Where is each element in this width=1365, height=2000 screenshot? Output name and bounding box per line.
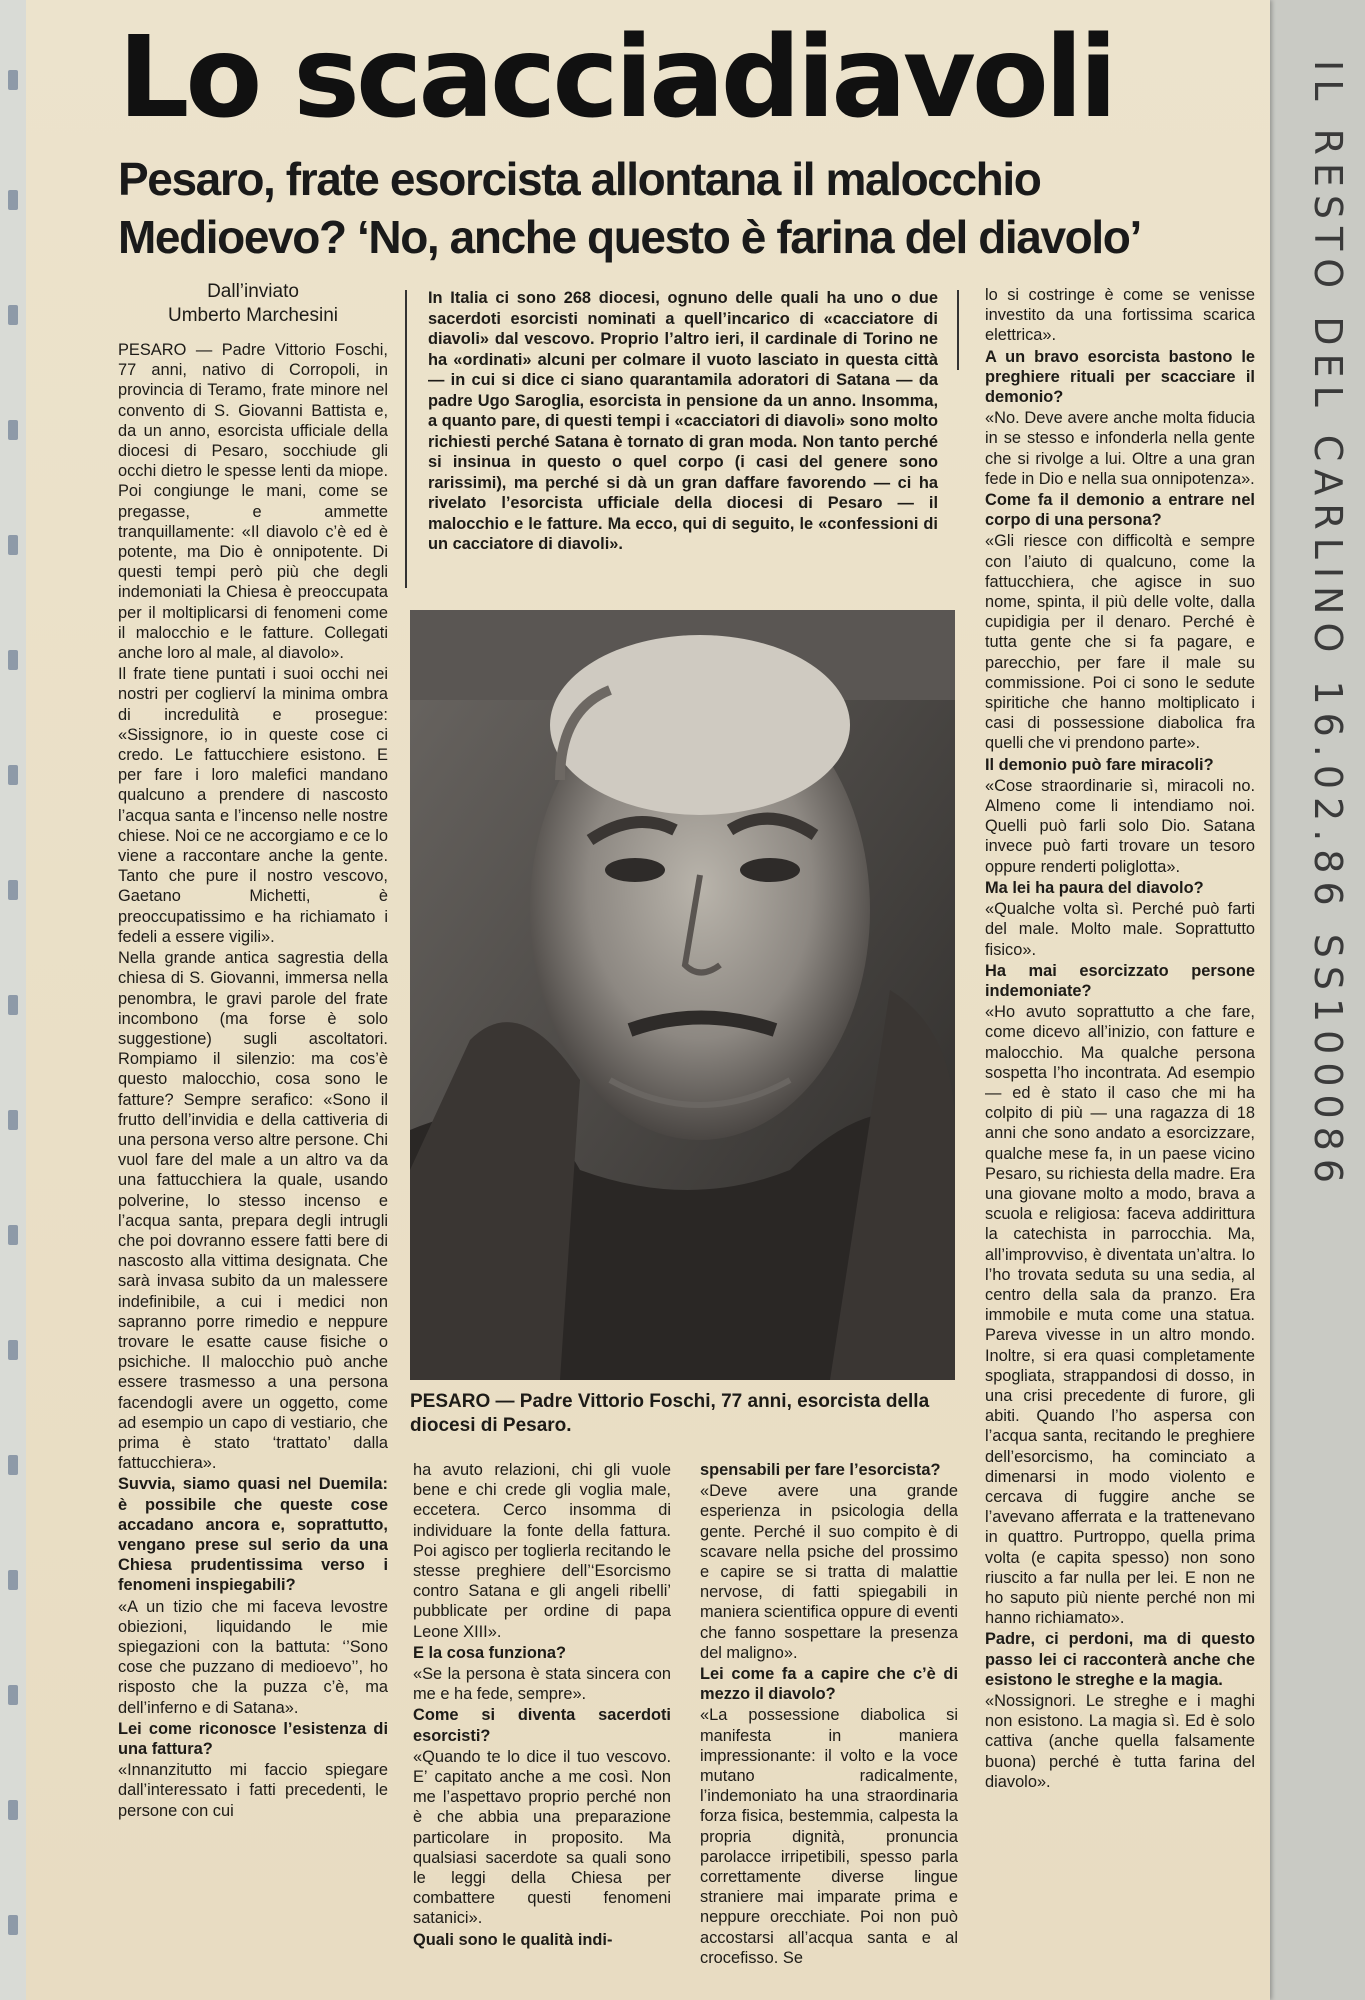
article-paragraph: «Se la persona è stata sincera con me e ha fede, sempre». (413, 1665, 671, 1704)
portrait-photo (410, 610, 955, 1380)
punch-hole (8, 1570, 18, 1590)
punched-margin (0, 0, 26, 2000)
article-paragraph: Il frate tiene puntati i suoi occhi nei nostri per coglierví la minima ombra di incredulità e prosegue: «Sissignore, io in queste cose ci credo. Le fattucchiere esistono. E per fare i loro malefici mandano qualcuno a prendere di nascosto l’acqua santa e l’incenso nelle nostre chiese. Noi ce ne accorgiamo e ce lo viene a raccontare anche la gente. Tanto che pure il nostro vescovo, Gaetano Michetti, è preoccupatissimo e ha richiamato i fedeli a essere vigili». (118, 665, 388, 946)
interview-question: Il demonio può fare miracoli? (985, 755, 1214, 774)
punch-hole (8, 305, 18, 325)
handwritten-archive-note: IL RESTO DEL CARLINO 16.02.86 SS100086 (1306, 60, 1350, 1192)
article-paragraph: ha avuto relazioni, chi gli vuole bene e chi crede gli voglia male, eccetera. Cerco insomma di individuare la fonte della fattura. Poi agisco per toglierla recitando le stesse preghiere dell’‘Esorcismo contro Satana e gli angeli ribelli’ pubblicate per ordine di papa Leone XIII». (413, 1461, 671, 1641)
interview-question: Lei come fa a capire che c’è di mezzo il diavolo? (700, 1665, 958, 1704)
interview-question: Padre, ci perdoni, ma di questo passo lei ci racconterà anche che esistono le streghe e la magia. (985, 1630, 1255, 1689)
punch-hole (8, 650, 18, 670)
article-column-3b (700, 1460, 958, 1995)
article-column-1 (118, 340, 388, 1990)
interview-question: Come fa il demonio a entrare nel corpo di una persona? (985, 491, 1255, 530)
interview-question: Quali sono le qualità indi- (413, 1930, 613, 1949)
punch-hole (8, 1915, 18, 1935)
punch-hole (8, 1110, 18, 1130)
byline-line: Dall’inviato (207, 281, 299, 302)
article-paragraph: lo si costringe è come se venisse investito da una fortissima scarica elettrica». (985, 286, 1255, 345)
portrait-of-friar-image (410, 610, 955, 1380)
column-rule (405, 290, 407, 588)
article-paragraph: «Quando te lo dice il tuo vescovo. E’ capitato anche a me così. Non me l’aspettavo proprio perché non è che abbia una preparazione particolare in proposito. Ma qualsiasi sacerdote sa quali sono le leggi della Chiesa per combattere questi fenomeni satanici». (413, 1747, 671, 1928)
article-paragraph: «Cose straordinarie sì, miracoli no. Almeno come li intendiamo noi. Quelli può farli solo Dio. Satana invece può farti trovare un tesoro oppure renderti poliglotta». (985, 776, 1255, 876)
article-column-3a (413, 1460, 671, 1995)
punch-hole (8, 190, 18, 210)
article-paragraph: «La possessione diabolica si manifesta in maniera impressionante: il volto e la voce mutano radicalmente, l’indemoniato ha una straordinaria forza fisica, bestemmia, calpesta la propria dignità, pronuncia parolacce irripetibili, spesso parla correttamente diverse lingue straniere mai imparate prima e neppure orecchiate. Poi non può accostarsi all’acqua santa e al crocefisso. Se (700, 1706, 958, 1967)
punch-hole (8, 995, 18, 1015)
punch-hole (8, 1225, 18, 1245)
punch-hole (8, 70, 18, 90)
interview-question: E la cosa funziona? (413, 1643, 567, 1662)
article-paragraph: «Qualche volta sì. Perché può farti del male. Molto male. Soprattutto fisico». (985, 900, 1255, 959)
interview-question: Suvvia, siamo quasi nel Duemila: è possibile che queste cose accadano ancora e, soprattutto, vengano prese sul serio da una Chiesa prudentissima verso i fenomeni inspiegabili? (118, 1475, 388, 1595)
article-paragraph: «Gli riesce con difficoltà e sempre con l’aiuto di qualcuno, come la fattucchiera, che agisce in suo nome, spinta, il più delle volte, dalla cupidigia per il denaro. Perché è tutta gente che si fa pagare, e parecchio, per fare il male su commissione. Poi ci sono le sedute spiritiche che hanno moltiplicato i casi di possessione diabolica fra quelli che vi prendono parte». (985, 532, 1255, 753)
subheadline-line: Pesaro, frate esorcista allontana il malocchio (118, 153, 1041, 205)
punch-hole (8, 535, 18, 555)
article-paragraph: «Ho avuto soprattutto a che fare, come dicevo all’inizio, con fatture e malocchio. Ma qualche persona sospetta l’ho incontrata. Ad esempio — ed è stato il caso che mi ha colpito di più — una ragazza di 18 anni che sono andato a esorcizzare, qualche mese fa, in un paese vicino Pesaro, su richiesta della madre. Era una giovane molto a modo, brava a scuola e religiosa: faceva addirittura la catechista in parrocchia. Ma, all’improvviso, è diventata un’altra. Io l’ho trovata seduta su una sedia, al centro della sala da pranzo. Era immobile e muta come una statua. Pareva vivesse in un altro mondo. Inoltre, si era quasi completamente spogliata, strappandosi di dosso, in una crisi precedente di furore, gli abiti. Quando l’ho aspersa con l’acqua santa, recitando le preghiere dell’esorcismo, ha cominciato a dimenarsi in modo violento e cercava di fuggire anche se l’avevano afferrata e la trattenevano in quattro. Purtroppo, quella prima volta (e capita spesso) non sono riuscito a far nulla per lei. E non ne ho saputo più niente perché non mi hanno richiamato». (985, 1003, 1255, 1628)
punch-hole (8, 880, 18, 900)
interview-question: Lei come riconosce l’esistenza di una fattura? (118, 1719, 388, 1759)
interview-question: A un bravo esorcista bastono le preghiere rituali per scacciare il demonio? (985, 347, 1255, 407)
headline: Lo scacciadiavoli (118, 13, 1114, 143)
interview-question: Ma lei ha paura del diavolo? (985, 878, 1204, 897)
column-rule (957, 290, 959, 370)
article-paragraph: «Deve avere una grande esperienza in psicologia della gente. Perché il suo compito è di scavare nella psiche del prossimo e capire se si tratta di malattie nervose, di fatti spiegabili in maniera scientifica oppure di eventi che fanno sospettare la presenza del maligno». (700, 1482, 958, 1662)
article-paragraph: «Innanzitutto mi faccio spiegare dall’interessato i fatti precedenti, le persone con cui (118, 1761, 388, 1820)
punch-hole (8, 1455, 18, 1475)
article-paragraph: Nella grande antica sagrestia della chiesa di S. Giovanni, immersa nella penombra, le gravi parole del frate incombono (ma forse è solo suggestione) sugli ascoltatori. Rompiamo il silenzio: ma cos’è questo malocchio, cosa sono le fatture? Sempre serafico: «Sono il frutto dell’invidia e della cattiveria di una persona verso altre persone. Chi vuol fare del male a un altro va da una fattucchiera la quale, usando polverine, lo stesso incenso e l’acqua santa, prepara degli intrugli che poi dovranno essere fatti bere di nascosto alla vittima designata. Che sarà invasa subito da un malessere indefinibile, a cui i medici non sapranno porre rimedio e neppure trovare le esatte cause fisiche o psichiche. Il malocchio può anche essere trasmesso a una persona facendogli avere un oggetto, come ad esempio un capo di vestiario, che prima è stato ‘trattato’ dalla fattucchiera». (118, 949, 388, 1473)
byline-author: Umberto Marchesini (168, 305, 338, 326)
punch-hole (8, 1800, 18, 1820)
subheadline-line: Medioevo? ‘No, anche questo è farina del diavolo’ (118, 211, 1141, 263)
punch-hole (8, 765, 18, 785)
interview-question: Come si diventa sacerdoti esorcisti? (413, 1706, 671, 1745)
interview-question: Ha mai esorcizzato persone indemoniate? (985, 961, 1255, 1000)
byline (118, 280, 388, 328)
article-column-4 (985, 285, 1255, 1995)
photo-caption: PESARO — Padre Vittorio Foschi, 77 anni, esorcista della diocesi di Pesaro. (410, 1391, 930, 1436)
punch-hole (8, 1340, 18, 1360)
punch-hole (8, 1685, 18, 1705)
interview-question: spensabili per fare l’esorcista? (700, 1461, 941, 1479)
lead-paragraph: In Italia ci sono 268 diocesi, ognuno delle quali ha uno o due sacerdoti esorcisti nominati a quell’incarico di «cacciatore di diavoli» dal vescovo. Proprio l’altro ieri, il cardinale di Torino ne ha «ordinati» alcuni per colmare il vuoto lasciato in questa città — in cui si dice ci siano quarantamila adoratori di Satana — da padre Ugo Saroglia, esorcista in pensione da un anno. Insomma, a quanto pare, di questi tempi i «cacciatori di diavoli» sono molto richiesti perché Satana è tornato di gran moda. Non tanto perché si insinua in questo o quel corpo (i casi del genere sono rarissimi), ma perché si dà un gran daffare favorendo — ci ha rivelato l’esorcista ufficiale della diocesi di Pesaro — il malocchio e le fatture. Ma ecco, qui di seguito, le «confessioni di un cacciatore di diavoli». (428, 289, 938, 553)
article-paragraph: «No. Deve avere anche molta fiducia in se stesso e infonderla nella gente che si rivolge a lui. Oltre a una gran fede in Dio e nella sua onnipotenza». (985, 409, 1255, 488)
article-paragraph: «A un tizio che mi faceva levostre obiezioni, liquidando le mie spiegazioni con la battuta: ‘’Sono cose che puzzano di medioevo’’, ho risposto che la puzza c’è, ma dell’inferno e di Satana». (118, 1597, 388, 1717)
subheadline (118, 150, 1258, 266)
article-paragraph: «Nossignori. Le streghe e i maghi non esistono. La magia sì. Ed è solo cattiva (anche quella falsamente buona) perché è tutta farina del diavolo». (985, 1692, 1255, 1791)
article-paragraph: PESARO — Padre Vittorio Foschi, 77 anni, nativo di Corropoli, in provincia di Teramo, frate minore nel convento di S. Giovanni Battista e, da un anno, esorcista ufficiale della diocesi di Pesaro, socchiude gli occhi dietro le spesse lenti da miope. Poi congiunge le mani, come se pregasse, e ammette tranquillamente: «Il diavolo c’è ed è potente, ma Dio è onnipotente. Di questi tempi però più che degli indemoniati la Chiesa è preoccupata per il moltiplicarsi di fenomeni come il malocchio e le fatture. Collegati anche loro al male, al diavolo». (118, 341, 388, 663)
punch-hole (8, 420, 18, 440)
